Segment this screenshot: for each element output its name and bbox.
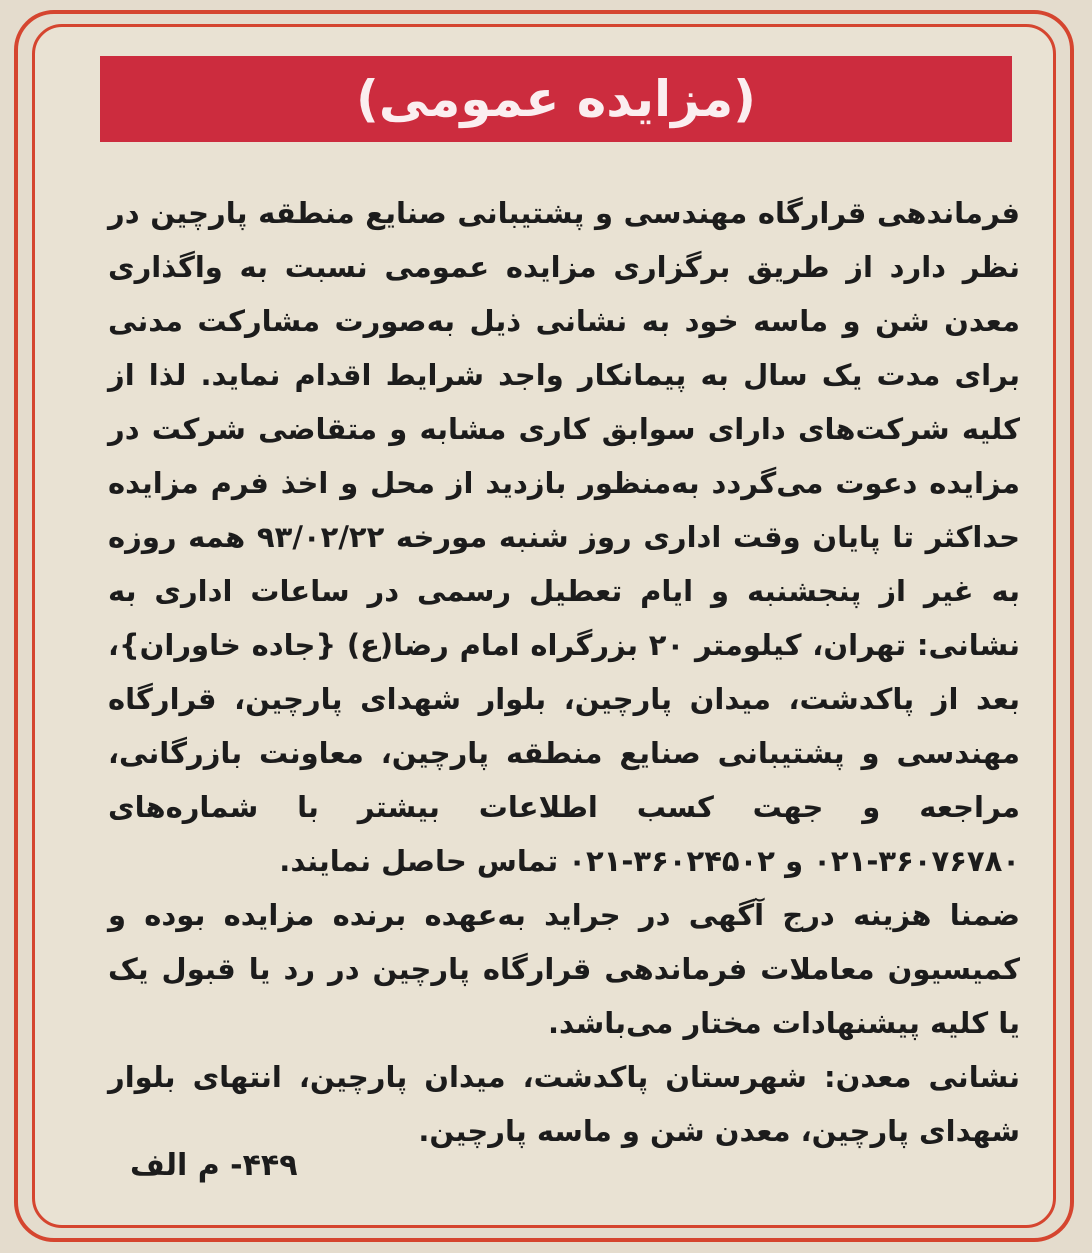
title-banner xyxy=(100,56,1012,142)
paragraph-costs: ضمنا هزینه درج آگهی در جراید به‌عهده برنده مزایده بوده و کمیسیون معاملات فرماندهی قرارگاه پارچین در رد یا قبول یک یا کلیه پیشنهادات مختار می‌باشد. xyxy=(108,898,1020,1040)
ad-code: ۴۴۹- م الف xyxy=(130,1148,298,1183)
paragraph-main: فرماندهی قرارگاه مهندسی و پشتیبانی صنایع منطقه پارچین در نظر دارد از طریق برگزاری مزایده عمومی نسبت به واگذاری معدن شن و ماسه خود به نشانی ذیل به‌صورت مشارکت مدنی برای مدت یک سال به پیمانکار واجد شرایط اقدام نماید. لذا از کلیه شرکت‌های دارای سوابق کاری مشابه و متقاضی شرکت در مزایده دعوت می‌گردد به‌منظور بازدید از محل و اخذ فرم مزایده حداکثر تا پایان وقت اداری روز شنبه مورخه ۹۳/۰۲/۲۲ همه روزه به غیر از پنجشنبه و ایام تعطیل رسمی در ساعات اداری به نشانی: تهران، کیلومتر ۲۰ بزرگراه امام رضا(ع) {جاده خاوران}، بعد از پاکدشت، میدان پارچین، بلوار شهدای پارچین، قرارگاه مهندسی و پشتیبانی صنایع منطقه پارچین، معاونت بازرگانی، مراجعه و جهت کسب اطلاعات بیشتر با شماره‌های ۳۶۰۷۶۷۸۰-۰۲۱ و ۳۶۰۲۴۵۰۲-۰۲۱ تماس حاصل نمایند. xyxy=(108,196,1020,878)
notice-body xyxy=(108,186,1020,1158)
page-title: (مزایده عمومی) xyxy=(355,70,757,128)
paragraph-mine-address: نشانی معدن: شهرستان پاکدشت، میدان پارچین، انتهای بلوار شهدای پارچین، معدن شن و ماسه پارچین. xyxy=(108,1060,1020,1148)
